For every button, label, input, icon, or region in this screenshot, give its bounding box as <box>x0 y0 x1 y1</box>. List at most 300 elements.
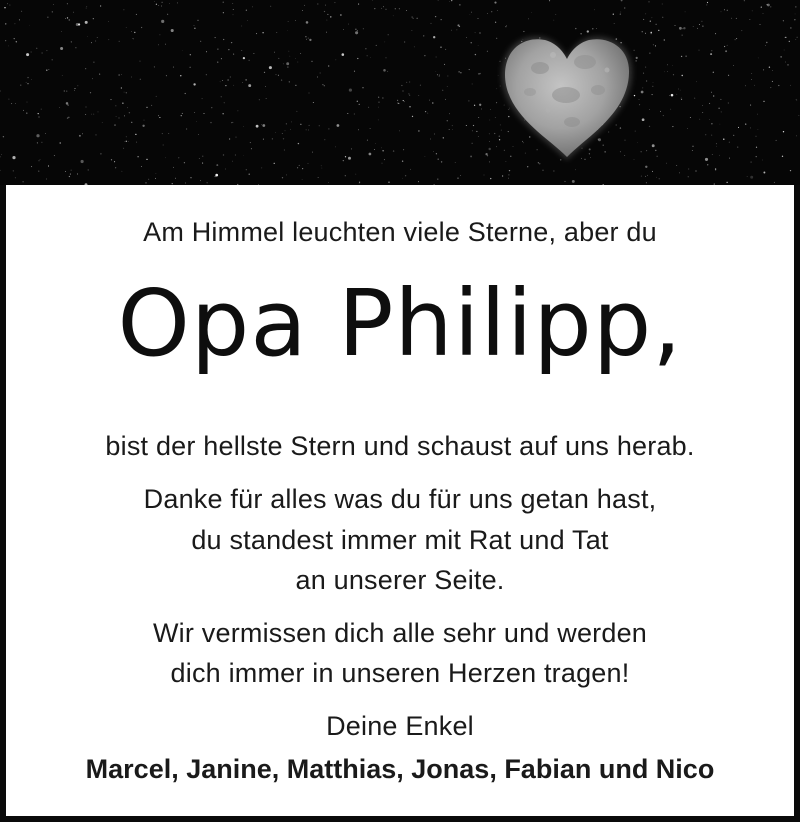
star <box>614 23 615 24</box>
star <box>736 38 737 39</box>
star <box>418 181 419 182</box>
star <box>162 133 163 134</box>
star <box>309 125 310 126</box>
star <box>288 21 289 22</box>
star <box>126 27 127 28</box>
star <box>374 149 375 150</box>
star <box>669 95 670 96</box>
star <box>495 22 496 23</box>
star <box>100 5 101 6</box>
star <box>206 51 207 52</box>
star <box>701 21 702 22</box>
star <box>649 126 650 127</box>
star <box>9 5 10 6</box>
star <box>474 105 475 106</box>
star <box>447 120 448 121</box>
star <box>403 149 404 150</box>
star <box>286 174 287 175</box>
star <box>196 121 197 122</box>
star <box>190 177 191 178</box>
star <box>203 113 204 114</box>
star <box>682 28 683 29</box>
star <box>756 156 757 157</box>
star <box>249 60 250 61</box>
star <box>252 6 253 7</box>
star <box>97 37 98 38</box>
star <box>695 170 696 171</box>
star <box>87 36 88 37</box>
star <box>504 150 505 151</box>
star <box>432 102 433 103</box>
star <box>692 146 693 147</box>
star <box>211 107 212 108</box>
star <box>681 56 682 57</box>
star <box>342 53 345 56</box>
star <box>642 118 645 121</box>
star <box>349 89 352 92</box>
star <box>91 42 92 43</box>
star <box>613 14 614 15</box>
star <box>442 90 443 91</box>
star <box>662 4 663 5</box>
star <box>324 139 325 140</box>
star <box>67 117 68 118</box>
star <box>359 182 360 183</box>
star <box>158 5 159 6</box>
star <box>297 167 298 168</box>
star <box>14 23 15 24</box>
star <box>370 57 371 58</box>
star <box>75 88 76 89</box>
star <box>404 101 405 102</box>
star <box>343 160 344 161</box>
star <box>12 156 15 159</box>
star <box>251 148 252 149</box>
star <box>499 136 500 137</box>
star <box>395 8 396 9</box>
star <box>393 15 394 16</box>
star <box>328 182 329 183</box>
star <box>417 18 418 19</box>
star <box>402 161 403 162</box>
star <box>598 139 599 140</box>
star <box>655 150 656 151</box>
star <box>283 63 284 64</box>
star <box>750 127 751 128</box>
star <box>716 146 717 147</box>
star <box>671 94 674 97</box>
star <box>41 142 42 143</box>
star <box>476 131 477 132</box>
star <box>232 161 233 162</box>
star <box>397 100 398 101</box>
star <box>498 75 499 76</box>
star <box>720 124 721 125</box>
star <box>272 138 273 139</box>
star <box>142 125 144 127</box>
star <box>88 169 89 170</box>
star <box>592 28 593 29</box>
star <box>16 41 17 42</box>
star <box>711 92 712 93</box>
star <box>723 139 724 140</box>
star <box>27 102 28 103</box>
star <box>330 16 331 17</box>
star <box>738 127 739 128</box>
star <box>111 159 112 160</box>
star <box>381 8 382 9</box>
star <box>751 79 752 80</box>
star <box>159 117 160 118</box>
star <box>27 83 28 84</box>
star <box>318 177 319 178</box>
star <box>783 20 784 21</box>
star <box>466 37 467 38</box>
star <box>151 105 152 106</box>
star <box>487 51 488 52</box>
star <box>688 168 689 169</box>
star <box>3 136 4 137</box>
star <box>128 141 129 142</box>
star <box>241 26 242 27</box>
star <box>403 100 404 101</box>
star <box>471 12 472 13</box>
star <box>707 2 708 3</box>
star <box>224 102 225 103</box>
star <box>797 37 798 38</box>
star <box>489 161 490 162</box>
star <box>458 71 459 72</box>
star <box>760 24 761 25</box>
star <box>198 134 199 135</box>
star <box>340 14 341 15</box>
deceased-name: Opa Philipp, <box>117 270 683 377</box>
star <box>95 40 96 41</box>
star <box>384 42 385 43</box>
star <box>634 159 635 160</box>
star <box>399 131 400 132</box>
grandchildren-names: Marcel, Janine, Matthias, Jonas, Fabian und Nico <box>85 754 715 784</box>
star <box>685 11 686 12</box>
star <box>197 20 198 21</box>
star <box>687 128 688 129</box>
star <box>167 14 168 15</box>
star <box>46 179 47 180</box>
star <box>177 2 178 3</box>
thanks-line-3: an unserer Seite. <box>295 565 505 595</box>
star <box>21 11 22 12</box>
star <box>499 61 500 62</box>
star <box>354 71 355 72</box>
star <box>237 110 238 111</box>
star <box>108 21 109 22</box>
star <box>445 49 446 50</box>
star <box>624 155 625 156</box>
star <box>123 148 124 149</box>
star <box>750 105 751 106</box>
star <box>709 119 710 120</box>
star <box>735 39 736 40</box>
star <box>620 12 621 13</box>
star <box>440 47 441 48</box>
star <box>302 179 303 180</box>
star <box>508 109 509 110</box>
star <box>173 167 174 168</box>
star <box>584 159 585 160</box>
star <box>222 80 223 81</box>
star <box>387 71 388 72</box>
star <box>499 139 500 140</box>
star <box>652 86 653 87</box>
star <box>148 179 149 180</box>
star <box>367 55 368 56</box>
star <box>93 114 94 115</box>
star <box>399 8 400 9</box>
star <box>672 126 673 127</box>
star <box>242 82 243 83</box>
star <box>388 182 389 183</box>
star <box>587 30 589 32</box>
star <box>137 156 138 157</box>
star <box>295 58 296 59</box>
star <box>202 156 203 157</box>
star <box>796 99 797 100</box>
star <box>383 69 386 72</box>
star <box>727 10 728 11</box>
star <box>90 92 91 93</box>
star <box>713 72 714 73</box>
star <box>489 120 490 121</box>
star <box>485 153 487 155</box>
star <box>763 69 764 70</box>
star <box>752 11 753 12</box>
star <box>308 130 309 131</box>
star <box>67 17 68 18</box>
star <box>121 87 122 88</box>
star <box>156 173 157 174</box>
star <box>646 150 647 151</box>
star <box>11 103 12 104</box>
star <box>413 18 414 19</box>
star <box>221 58 222 59</box>
star <box>470 14 471 15</box>
star <box>41 52 42 53</box>
star <box>497 10 498 11</box>
star <box>287 67 288 68</box>
star <box>715 33 716 34</box>
star <box>223 2 224 3</box>
star <box>126 92 127 93</box>
star <box>122 171 123 172</box>
star <box>787 64 788 65</box>
star <box>146 159 147 160</box>
star <box>324 85 325 86</box>
star <box>728 103 729 104</box>
star <box>795 39 796 40</box>
star <box>73 12 74 13</box>
star <box>225 169 226 170</box>
star <box>223 154 224 155</box>
star <box>494 133 495 134</box>
star <box>410 169 411 170</box>
star <box>719 155 720 156</box>
star <box>165 44 166 45</box>
star <box>355 174 356 175</box>
star <box>457 177 458 178</box>
star <box>337 124 340 127</box>
star <box>248 84 251 87</box>
star <box>755 136 756 137</box>
star <box>382 150 383 151</box>
star <box>688 176 689 177</box>
star <box>309 39 311 41</box>
star <box>682 75 683 76</box>
star <box>215 174 218 177</box>
star <box>317 3 318 4</box>
star <box>624 8 625 9</box>
star <box>59 107 60 108</box>
star <box>245 79 246 80</box>
star <box>729 142 730 143</box>
star <box>472 130 473 131</box>
star <box>620 42 621 43</box>
star <box>261 124 262 125</box>
star <box>553 20 554 21</box>
star <box>710 53 712 55</box>
star <box>605 151 606 152</box>
star <box>778 85 779 86</box>
star <box>232 122 233 123</box>
star <box>509 170 510 171</box>
star <box>327 20 328 21</box>
star <box>119 74 120 75</box>
star <box>1 154 2 155</box>
miss-line-1: Wir vermissen dich alle sehr und werden <box>153 618 647 648</box>
star <box>71 41 72 42</box>
star <box>447 86 448 87</box>
star <box>335 59 336 60</box>
star <box>721 11 722 12</box>
star <box>448 76 449 77</box>
star <box>181 115 182 116</box>
star <box>358 4 359 5</box>
star <box>385 9 386 10</box>
star <box>256 125 259 128</box>
star <box>54 155 55 156</box>
star <box>286 123 287 124</box>
star <box>39 160 40 161</box>
star <box>77 174 78 175</box>
star <box>699 24 700 25</box>
star <box>763 172 765 174</box>
star <box>259 99 260 100</box>
star <box>299 165 300 166</box>
star <box>713 95 714 96</box>
star <box>667 64 668 65</box>
star <box>70 174 71 175</box>
star <box>298 143 299 144</box>
star <box>679 27 682 30</box>
star <box>165 157 166 158</box>
star <box>357 30 358 31</box>
star <box>475 54 476 55</box>
star <box>250 142 251 143</box>
star <box>69 19 70 20</box>
star <box>131 31 132 32</box>
star <box>85 68 86 69</box>
star <box>696 81 697 82</box>
star <box>672 65 673 66</box>
star <box>731 18 732 19</box>
star <box>555 14 556 15</box>
star <box>434 133 435 134</box>
star <box>769 67 770 68</box>
star <box>406 82 407 83</box>
star <box>662 17 663 18</box>
star <box>171 29 174 32</box>
star <box>756 147 757 148</box>
star <box>355 31 358 34</box>
star <box>296 111 297 112</box>
star <box>85 21 88 24</box>
star <box>666 163 667 164</box>
star <box>651 33 652 34</box>
star <box>572 180 575 183</box>
star <box>409 82 410 83</box>
star <box>36 134 39 137</box>
star <box>306 21 309 24</box>
star <box>581 148 582 149</box>
star <box>487 13 488 14</box>
star <box>289 81 290 82</box>
star <box>649 109 650 110</box>
star <box>19 19 20 20</box>
star <box>290 129 291 130</box>
star <box>375 143 376 144</box>
star <box>69 176 70 177</box>
star <box>85 114 86 115</box>
star <box>589 153 590 154</box>
star <box>750 19 751 20</box>
star <box>243 126 244 127</box>
star <box>282 133 283 134</box>
star <box>118 117 119 118</box>
star <box>225 85 226 86</box>
star <box>670 109 671 110</box>
star <box>754 85 755 86</box>
star <box>8 99 9 100</box>
star <box>47 17 48 18</box>
star <box>124 92 125 93</box>
star <box>712 154 713 155</box>
star <box>281 79 282 80</box>
star <box>156 96 157 97</box>
star <box>660 111 661 112</box>
star <box>470 155 472 157</box>
star <box>393 150 394 151</box>
star <box>457 24 459 26</box>
star <box>71 170 72 171</box>
star <box>119 41 120 42</box>
star <box>38 113 39 114</box>
star <box>767 4 770 7</box>
star <box>616 38 617 39</box>
star <box>270 6 271 7</box>
star <box>231 42 232 43</box>
star <box>652 17 653 18</box>
star <box>221 96 222 97</box>
star <box>445 99 446 100</box>
